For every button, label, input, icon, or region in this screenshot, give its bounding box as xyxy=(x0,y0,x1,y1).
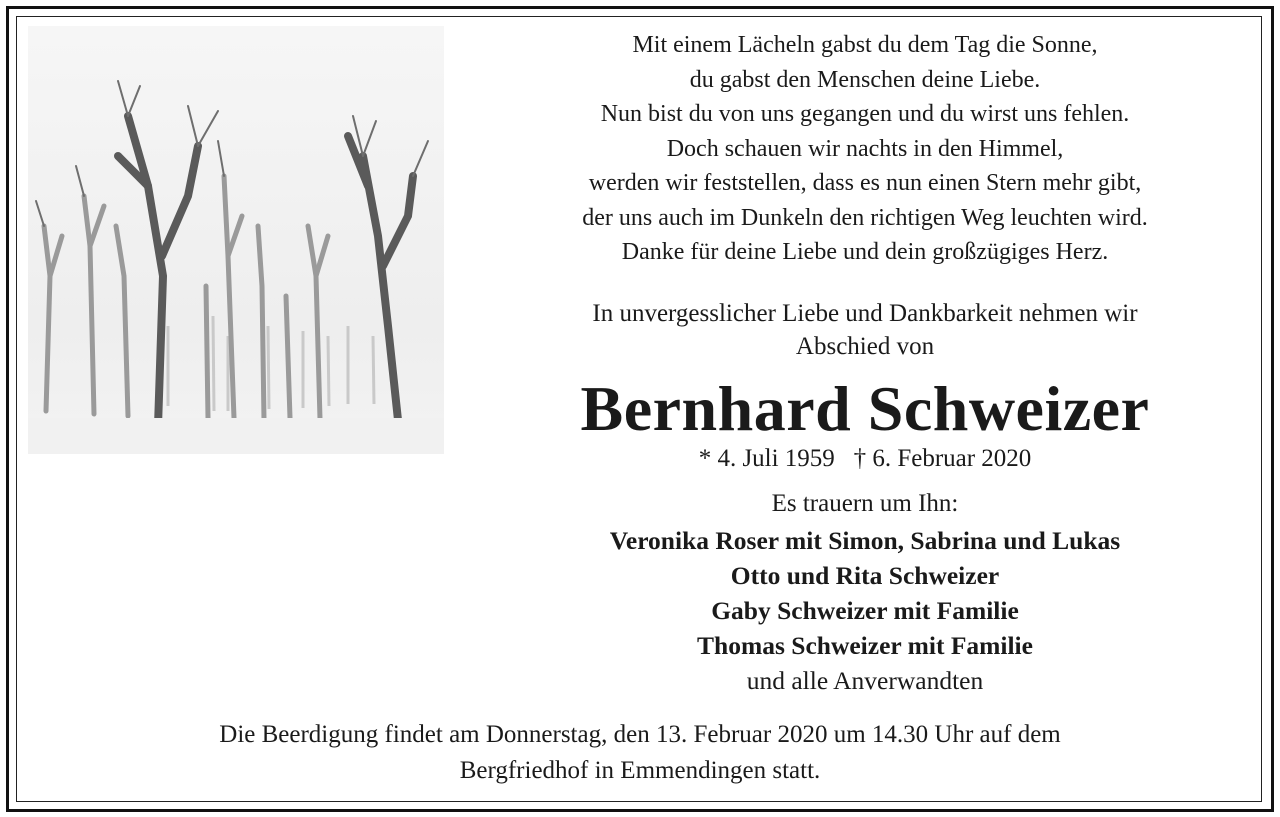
deceased-name: Bernhard Schweizer xyxy=(580,373,1150,444)
poem-line: der uns auch im Dunkeln den richtigen Weg leuchten wird. xyxy=(582,204,1148,231)
mourners-list xyxy=(470,523,1260,698)
poem-line: werden wir feststellen, dass es nun einen Stern mehr gibt, xyxy=(588,170,1142,196)
intro-line: In unvergesslicher Liebe und Dankbarkeit nehmen wir xyxy=(592,300,1138,327)
intro-line: Abschied von xyxy=(795,333,935,360)
poem-line: du gabst den Menschen deine Liebe. xyxy=(689,66,1041,93)
funeral-notice xyxy=(40,717,1240,789)
death-date: † 6. Februar 2020 xyxy=(853,445,1032,472)
poem-line: Nun bist du von uns gegangen und du wirst uns fehlen. xyxy=(600,101,1130,127)
winter-trees-photo xyxy=(28,26,444,454)
birth-date: * 4. Juli 1959 xyxy=(698,445,835,472)
poem-line: Mit einem Lächeln gabst du dem Tag die Sonne, xyxy=(632,32,1098,58)
memorial-poem xyxy=(470,28,1260,270)
life-dates xyxy=(470,443,1260,475)
poem-line: Danke für deine Liebe und dein großzügiges Herz. xyxy=(621,239,1109,265)
funeral-line: Die Beerdigung findet am Donnerstag, den 13. Februar 2020 um 14.30 Uhr auf dem xyxy=(219,721,1061,748)
funeral-line: Bergfriedhof in Emmendingen statt. xyxy=(459,757,821,784)
poem-line: Doch schauen wir nachts in den Himmel, xyxy=(666,135,1064,162)
mourner-name: Thomas Schweizer mit Familie xyxy=(697,631,1033,660)
mourner-name: Gaby Schweizer mit Familie xyxy=(711,596,1019,625)
farewell-intro xyxy=(470,297,1260,363)
mourners-heading: Es trauern um Ihn: xyxy=(771,490,959,517)
mourner-name: Veronika Roser mit Simon, Sabrina und Lukas xyxy=(609,526,1121,555)
mourners-closing: und alle Anverwandten xyxy=(746,666,984,695)
mourner-name: Otto und Rita Schweizer xyxy=(730,561,1000,590)
